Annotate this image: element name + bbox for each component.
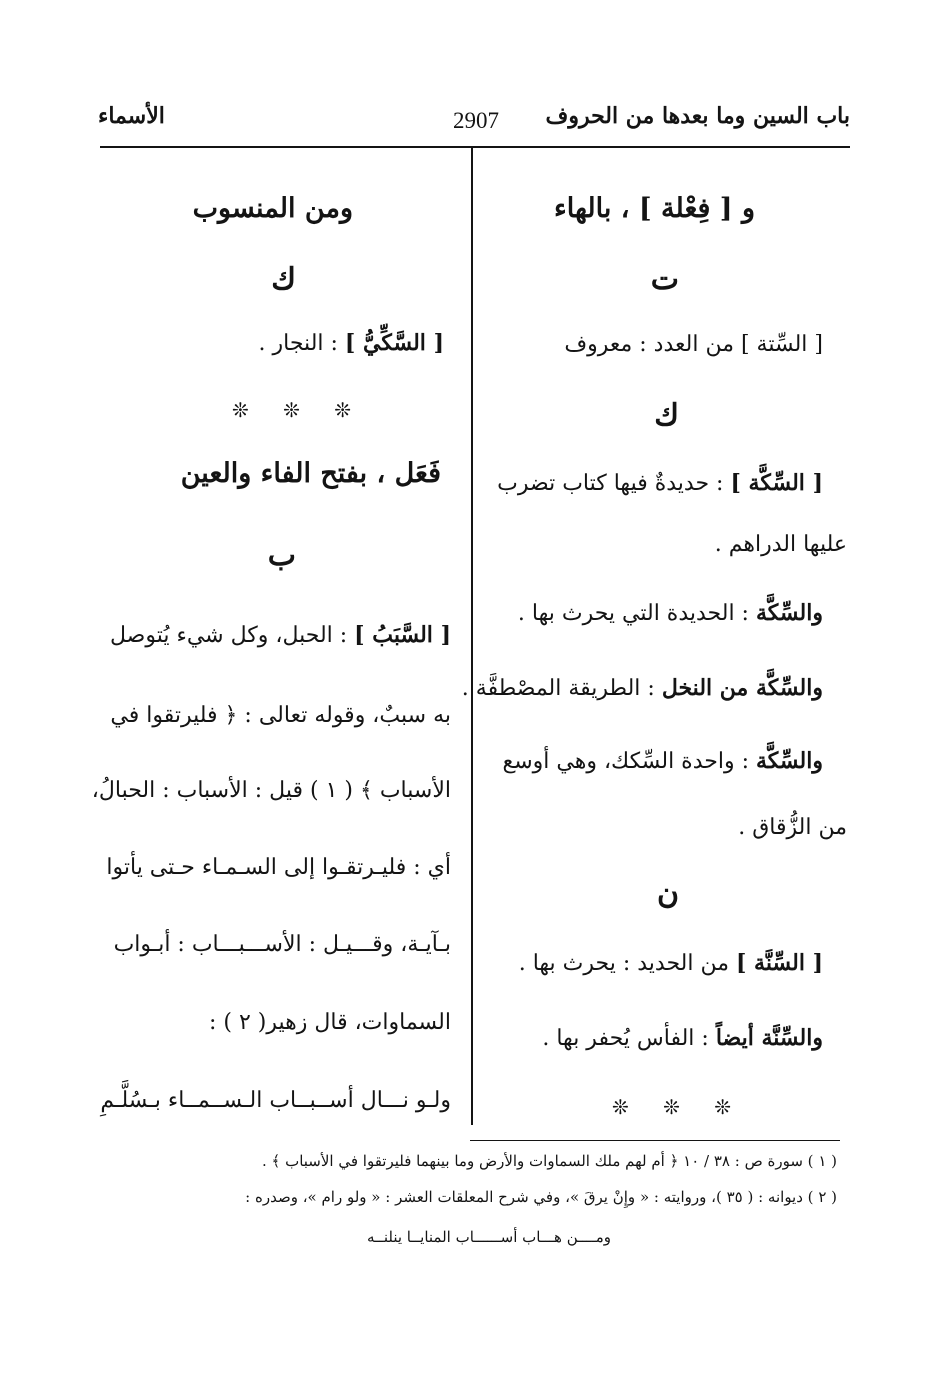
- entry-sikka-palm-row: [462, 675, 823, 701]
- page-number: 2907: [453, 108, 499, 133]
- header-rule: [100, 146, 850, 148]
- definition-text: : الطريقة المصْطفَّة .: [461, 676, 655, 701]
- footnote-rule: [470, 1140, 840, 1141]
- headword-sinna: والسِّنَّة أيضاً: [715, 1025, 823, 1051]
- definition-text: : الحبل، وكل شيء يُتوصل: [110, 623, 348, 648]
- headword-sakki: [ السَّكِّيُّ ]: [344, 330, 444, 356]
- footnote-1: ( ١ ) سورة ص : ٣٨ / ١٠ ﴿ أم لهم ملك السماوات والأرض وما بينهما فليرتقوا في الأسباب ﴾ .: [261, 1152, 837, 1170]
- letter-ba: ب: [267, 538, 296, 573]
- definition-text: من الحديد : يحرث بها .: [518, 951, 729, 976]
- header-chapter-title: باب السين وما بعدها من الحروف: [545, 103, 850, 129]
- letter-ta: ت: [650, 262, 679, 297]
- headword-sinna: [ السِّنَّة ]: [735, 950, 823, 976]
- footnote-2: ( ٢ ) ديوانه : ( ٣٥ )، وروايته : « وإِنْ يرقَ »، وفي شرح المعلقات العشر : « ولو رام »، وصدره :: [245, 1188, 837, 1206]
- entry-sabab-line7: السماوات، قال زهير( ٢ ) :: [209, 1010, 451, 1035]
- entry-sinna-axe: [542, 1025, 823, 1051]
- entry-sabab: [110, 622, 451, 648]
- letter-kaf-left: ك: [271, 262, 296, 297]
- footnote-verse: ومــــن هـــاب أســــــاب المنايــا ينلنــه: [367, 1228, 611, 1246]
- header-book-section-title: الأسماء: [98, 103, 165, 129]
- verse-zuhair: ولـو نـــال أســبــاب الـســمــاء بـسُلَّـمِ: [100, 1088, 451, 1113]
- definition-text: : الفأس يُحفر بها .: [542, 1026, 709, 1051]
- entry-sakki: [259, 330, 444, 356]
- definition-text: : الحديدة التي يحرث بها .: [517, 601, 749, 626]
- letter-nun: ن: [656, 876, 679, 911]
- headword-sikka-palm: والسِّكَّة من النخل: [661, 675, 823, 701]
- entry-sikka-coin-die: [497, 470, 823, 496]
- entry-sikka-street: [503, 748, 823, 774]
- column-divider: [471, 146, 473, 1125]
- section-separator-stars: ❊ ❊ ❊: [232, 398, 365, 422]
- section-separator-stars: ❊ ❊ ❊: [612, 1095, 745, 1119]
- entry-sabab-line6: بـآيـة، وقـــيـل : الأســـبـــاب : أبـواب: [113, 932, 451, 957]
- letter-kaf-right: ك: [654, 398, 679, 433]
- entry-sikka-plough: [518, 600, 823, 626]
- definition-text: : واحدة السِّكك، وهي أوسع: [502, 749, 749, 774]
- entry-sinna-iron: [519, 950, 823, 976]
- definition-text: : حديدةٌ فيها كتاب تضرب: [497, 471, 724, 496]
- entry-sikka-coin-die-line2: عليها الدراهم .: [714, 532, 847, 557]
- entry-sabab-line5: أي : فليـرتقـوا إلى السـمـاء حـتى يأتوا: [106, 855, 451, 880]
- headword-sikka: والسِّكَّة: [755, 600, 823, 626]
- headword-sikka: [ السِّكَّة ]: [730, 470, 823, 496]
- headword-sikka: والسِّكَّة: [755, 748, 823, 774]
- left-heading-mansub: ومن المنسوب: [192, 193, 353, 224]
- right-heading-fila: و [ فِعْلة ] ، بالهاء: [554, 193, 755, 224]
- definition-text: : النجار .: [258, 331, 338, 356]
- entry-sitta: [ السِّتة ] من العدد : معروف: [564, 332, 823, 357]
- entry-sabab-line3: به سببٌ، وقوله تعالى : ﴿ فليرتقوا في: [110, 703, 451, 728]
- entry-sabab-line4: الأسباب ﴾ ( ١ ) قيل : الأسباب : الحبالُ،: [91, 778, 451, 803]
- left-heading-faal: فَعَل ، بفتح الفاء والعين: [180, 458, 441, 489]
- headword-sabab: [ السَّبَبُ ]: [354, 622, 451, 648]
- entry-sikka-street-line2: من الزُّقاق .: [738, 815, 847, 840]
